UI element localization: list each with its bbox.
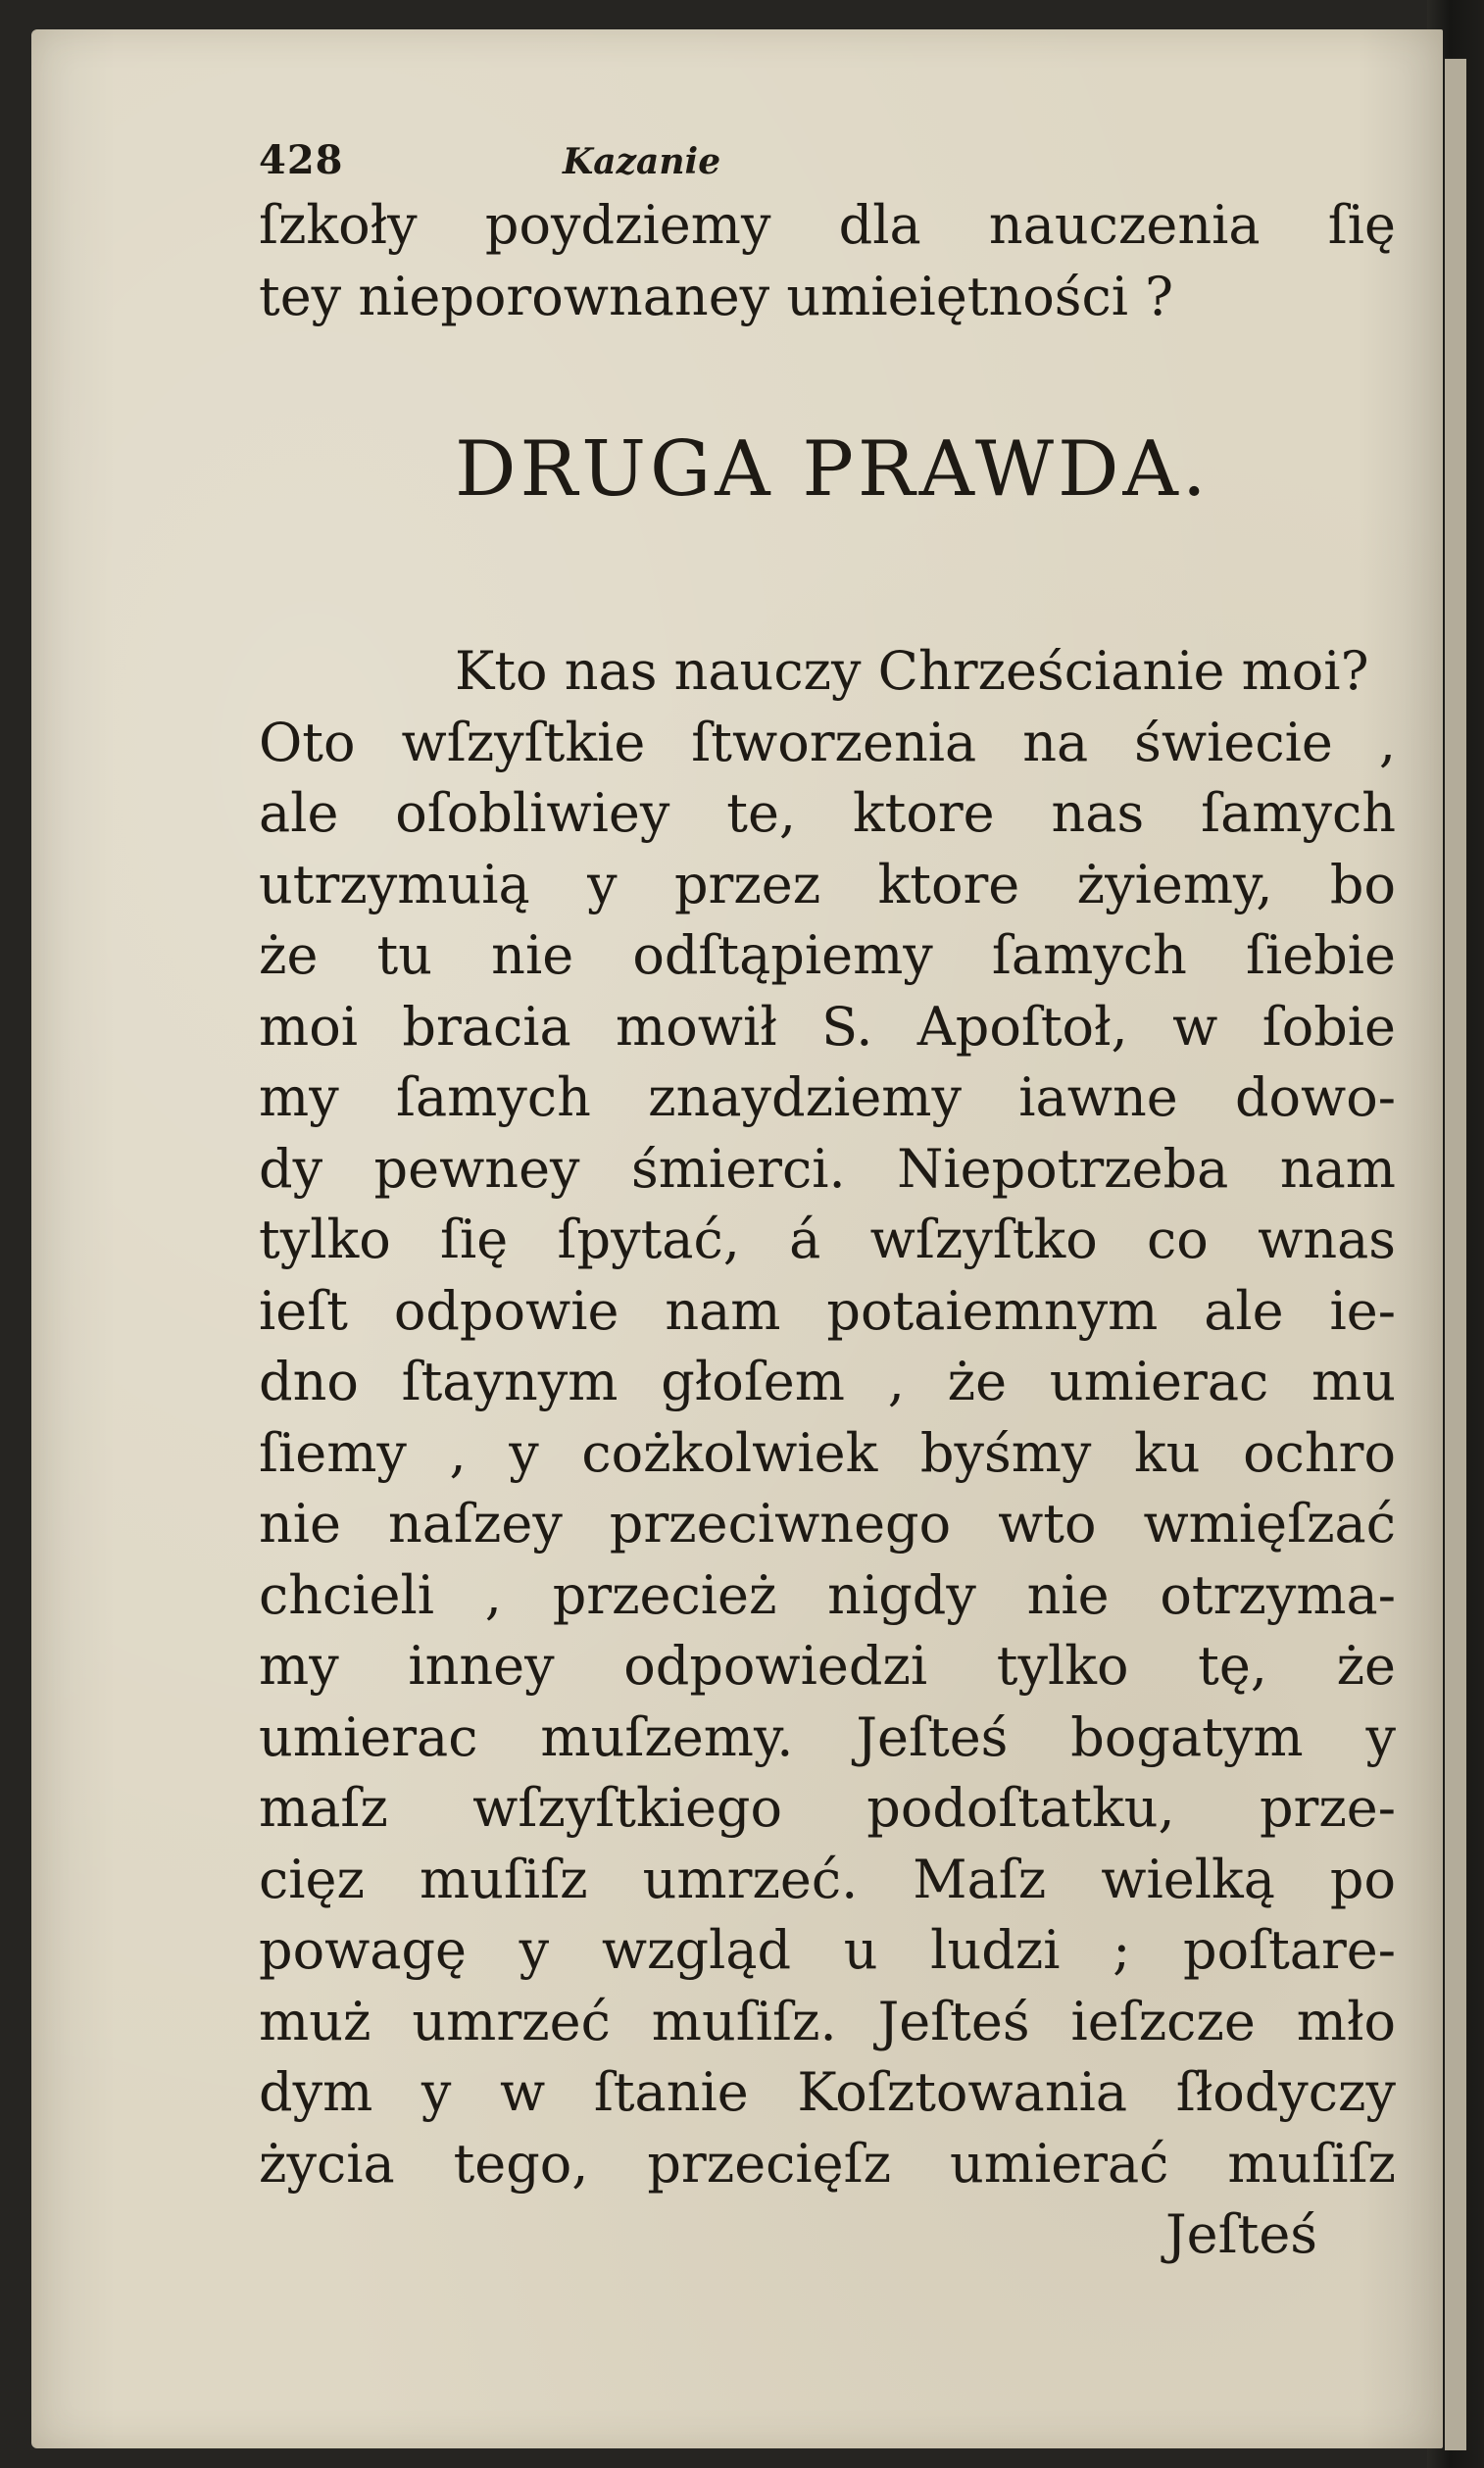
page-text <box>259 137 1396 2271</box>
text-line: utrzymuią y przez ktore żyiemy, bo <box>259 853 1396 915</box>
page-number: 428 <box>259 137 344 183</box>
text-line: nie naſzey przeciwnego wto wmięſzać <box>259 1493 1396 1555</box>
text-line: ale oſobliwiey te, ktore nas ſamych <box>259 782 1396 844</box>
text-line: chcieli , przecież nigdy nie otrzyma- <box>259 1563 1396 1626</box>
text-line: Oto wſzyſtkie ſtworzenia na świecie , <box>259 711 1396 773</box>
paragraph <box>259 636 1396 2199</box>
text-line: ſzkoły poydziemy dla nauczenia ſię <box>259 194 1396 256</box>
text-line: tey nieporownaney umieiętności ? <box>259 265 1174 327</box>
text-line: cięz muſiſz umrzeć. Maſz wielką po <box>259 1848 1396 1910</box>
text-line: Kto nas nauczy Chrześcianie moi? <box>455 640 1369 702</box>
facing-page-edge <box>1445 59 1466 2450</box>
text-line: my ſamych znaydziemy iawne dowo- <box>259 1066 1396 1128</box>
text-line: powagę y wzgląd u ludzi ; poſtare- <box>259 1919 1396 1981</box>
catchword: Jeſteś <box>1165 2203 1317 2265</box>
running-title: Kazanie <box>563 141 721 182</box>
text-line: dy pewney śmierci. Niepotrzeba nam <box>259 1137 1396 1200</box>
text-line: muż umrzeć muſiſz. Jeſteś ieſzcze mło <box>259 1990 1396 2052</box>
running-head <box>259 137 1396 190</box>
text-line: moi bracia mowił S. Apoſtoł, w ſobie <box>259 995 1396 1058</box>
text-line: ieſt odpowie nam potaiemnym ale ie- <box>259 1279 1396 1342</box>
text-line: ſiemy , y cożkolwiek byśmy ku ochro <box>259 1421 1396 1484</box>
intro-text <box>259 190 1396 332</box>
text-line: dno ſtaynym głoſem , że umierac mu <box>259 1351 1396 1412</box>
text-line: że tu nie odſtąpiemy ſamych ſiebie <box>259 924 1396 986</box>
text-line: maſz wſzyſtkiego podoſtatku, prze- <box>259 1777 1396 1839</box>
section-heading: DRUGA PRAWDA. <box>455 425 1211 514</box>
text-line: umierac muſzemy. Jeſteś bogatym y <box>259 1705 1396 1768</box>
text-line: dym y w ſtanie Koſztowania ſłodyczy <box>259 2061 1396 2123</box>
text-line: my inney odpowiedzi tylko tę, że <box>259 1635 1396 1697</box>
text-line: życia tego, przecięſz umierać muſiſz <box>259 2132 1396 2195</box>
text-line: tylko ſię ſpytać, á wſzyſtko co wnas <box>259 1209 1396 1270</box>
